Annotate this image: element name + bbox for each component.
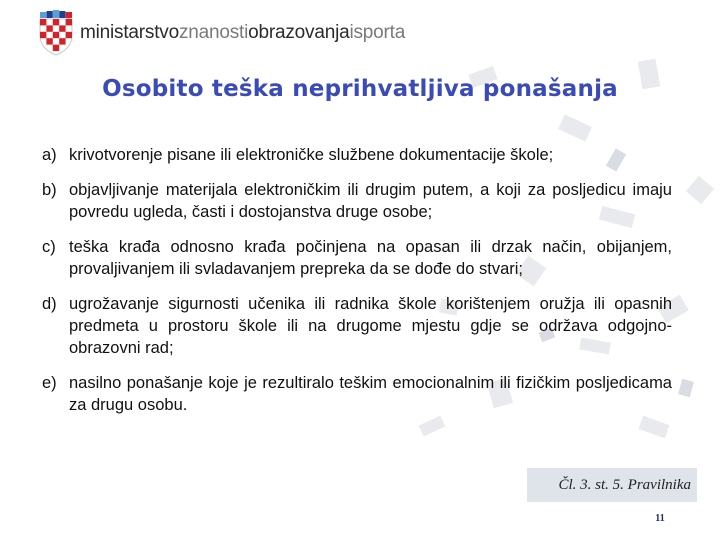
- list-item-text: objavljivanje materijala elektroničkim ili drugim putem, a koji za posljedicu imaju povredu ugleda, časti i dostojanstva druge osobe;: [69, 181, 672, 221]
- list-item-marker: d): [42, 295, 57, 313]
- list-item-marker: e): [42, 374, 57, 392]
- list-item: [42, 372, 672, 416]
- list-item-marker: a): [42, 146, 57, 164]
- logo-part-ministarstvo: ministarstvo: [80, 22, 179, 43]
- source-reference: Čl. 3. st. 5. Pravilnika: [558, 476, 691, 493]
- logo-part-obrazovanja: obrazovanja: [248, 22, 350, 43]
- list-item-text: teška krađa odnosno krađa počinjena na opasan ili drzak način, obijanjem, provaljivanjem ili svladavanjem prepreka da se dođe do stvari;: [69, 238, 672, 278]
- list-item-text: ugrožavanje sigurnosti učenika ili radnika škole korištenjem oružja ili opasnih predmeta u prostoru škole ili na drugome mjestu gdje se održava odgojno-obrazovni rad;: [69, 295, 672, 357]
- list-item-marker: c): [42, 238, 56, 256]
- page-number: 11: [655, 513, 665, 524]
- ministry-logo-text: [80, 22, 405, 44]
- list-item: [42, 144, 672, 166]
- source-reference-box: [527, 468, 697, 502]
- list-item-marker: b): [42, 181, 57, 199]
- slide-title: Osobito teška neprihvatljiva ponašanja: [102, 76, 618, 102]
- behavior-list: [42, 144, 672, 429]
- logo-part-isporta: isporta: [349, 22, 406, 43]
- logo-part-znanosti: znanosti: [178, 22, 249, 43]
- list-item: [42, 293, 672, 359]
- list-item-text: nasilno ponašanje koje je rezultiralo teškim emocionalnim ili fizičkim posljedicama za drugu osobu.: [69, 374, 672, 414]
- list-item-text: krivotvorenje pisane ili elektroničke službene dokumentacije škole;: [69, 146, 554, 164]
- ministry-header: [36, 8, 405, 58]
- list-item: [42, 179, 672, 223]
- croatian-crest-icon: [36, 9, 76, 57]
- list-item: [42, 236, 672, 280]
